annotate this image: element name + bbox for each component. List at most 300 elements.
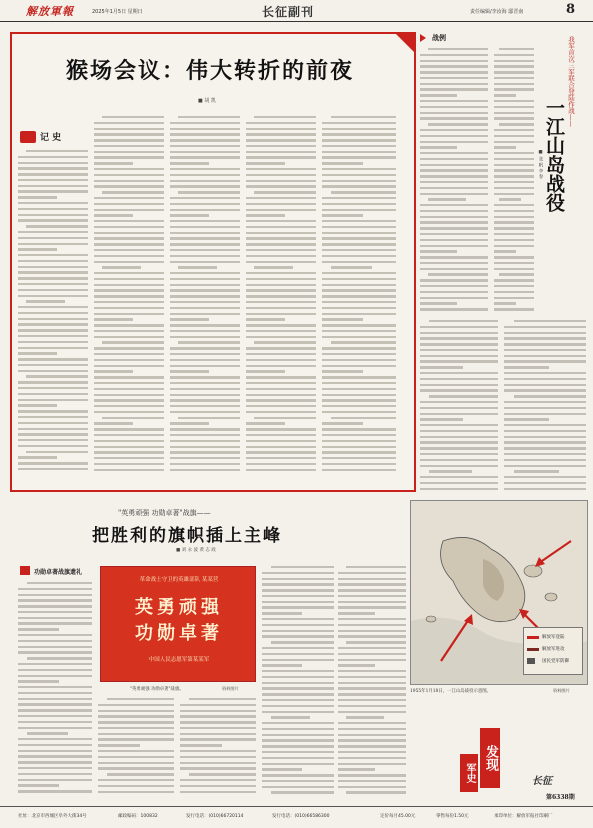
text-line (322, 255, 396, 257)
text-line (170, 469, 240, 471)
text-line (246, 353, 316, 355)
text-line (94, 457, 164, 459)
text-line (420, 135, 488, 137)
text-line (262, 606, 334, 608)
text-line (322, 284, 396, 286)
text-line (18, 779, 92, 781)
masthead-logo: 解放軍報 (26, 5, 74, 18)
text-line (178, 116, 240, 118)
text-line (94, 359, 164, 361)
text-line (338, 595, 406, 597)
text-line (18, 358, 88, 360)
text-line (338, 768, 375, 770)
text-line (94, 122, 164, 124)
text-line (178, 191, 240, 193)
text-line (180, 704, 256, 706)
text-line (322, 307, 396, 309)
text-line (338, 583, 406, 585)
text-line (27, 732, 68, 734)
text-line (94, 249, 164, 251)
text-line (262, 705, 334, 707)
text-line (494, 135, 534, 137)
text-line (180, 738, 256, 740)
text-line (262, 711, 334, 713)
text-line (514, 395, 586, 397)
text-line (338, 705, 406, 707)
footer-phone1: 发行电话：(010)66720114 (186, 814, 244, 819)
text-line (180, 750, 256, 752)
footer-dist: 定价每月45.00元 (380, 814, 416, 819)
text-line (322, 394, 396, 396)
text-line (262, 728, 334, 730)
text-line (170, 370, 209, 372)
text-line (18, 277, 88, 279)
text-line (180, 721, 256, 723)
text-line (94, 133, 164, 135)
text-line (338, 739, 406, 741)
text-line (504, 459, 586, 461)
text-line (420, 447, 498, 449)
text-line (322, 422, 363, 424)
text-line (94, 226, 164, 228)
text-line (494, 106, 534, 108)
text-line (504, 366, 549, 368)
text-line (18, 617, 92, 619)
text-line (338, 630, 406, 632)
flag-credit: 资料图片 (222, 686, 239, 691)
text-line (246, 394, 316, 396)
text-line (94, 261, 164, 263)
text-line (322, 209, 396, 211)
text-line (262, 682, 334, 684)
text-line (18, 462, 88, 464)
masthead-editors: 责任编辑/李汝海 邸晋南 (470, 9, 524, 15)
lower-column-3 (180, 698, 256, 800)
text-line (98, 721, 174, 723)
text-line (246, 278, 316, 280)
text-line (514, 470, 559, 472)
text-line (246, 411, 316, 413)
text-line (18, 439, 88, 441)
text-line (246, 255, 316, 257)
footer-zip: 邮政编码：100832 (118, 814, 158, 819)
text-line (271, 791, 334, 793)
text-line (18, 428, 88, 430)
text-line (94, 382, 164, 384)
text-line (180, 767, 256, 769)
text-line (246, 156, 316, 158)
text-line (254, 116, 316, 118)
text-line (420, 175, 488, 177)
text-line (94, 168, 164, 170)
text-line (338, 751, 406, 753)
text-line (338, 653, 406, 655)
text-line (94, 428, 164, 430)
text-line (170, 440, 240, 442)
text-line (322, 359, 396, 361)
text-line (170, 133, 240, 135)
text-line (18, 404, 57, 406)
text-line (338, 734, 406, 736)
text-line (246, 249, 316, 251)
text-line (494, 83, 534, 85)
text-line (254, 191, 316, 193)
text-line (420, 436, 498, 438)
text-line (170, 428, 240, 430)
text-line (246, 446, 316, 448)
text-line (18, 162, 88, 164)
text-line (94, 185, 164, 187)
battle-column-4 (504, 320, 586, 496)
text-line (170, 411, 240, 413)
text-line (18, 738, 92, 740)
text-line (494, 239, 534, 241)
text-line (180, 785, 256, 787)
text-line (420, 146, 457, 148)
text-line (322, 428, 396, 430)
text-line (494, 216, 534, 218)
text-line (494, 152, 534, 154)
text-line (94, 365, 164, 367)
text-line (246, 359, 316, 361)
text-line (420, 389, 498, 391)
text-line (170, 226, 240, 228)
text-line (94, 220, 164, 222)
text-line (420, 349, 498, 351)
text-line (338, 606, 406, 608)
legend-item (527, 631, 579, 643)
text-line (420, 221, 488, 223)
text-line (494, 279, 534, 281)
text-line (420, 233, 488, 235)
text-line (504, 453, 586, 455)
text-line (494, 308, 534, 310)
text-line (322, 232, 396, 234)
text-line (346, 641, 406, 643)
text-line (18, 628, 59, 630)
corner-decoration (394, 32, 416, 54)
text-line (18, 761, 92, 763)
text-line (338, 711, 406, 713)
text-line (331, 191, 396, 193)
text-line (170, 353, 240, 355)
text-line (420, 77, 488, 79)
text-line (94, 197, 164, 199)
feature-column-1 (18, 150, 88, 480)
battle-tag-icon (420, 34, 426, 42)
text-line (262, 601, 334, 603)
text-line (420, 279, 488, 281)
text-line (102, 116, 164, 118)
text-line (18, 214, 88, 216)
text-line (18, 588, 92, 590)
text-line (18, 364, 88, 366)
text-line (322, 463, 396, 465)
text-line (420, 106, 488, 108)
text-line (170, 457, 240, 459)
text-line (504, 372, 586, 374)
text-line (420, 326, 498, 328)
text-line (322, 214, 363, 216)
flag-bottom-text: 中国人民志愿军第某某军 (148, 657, 210, 663)
text-line (262, 722, 334, 724)
text-line (18, 254, 88, 256)
text-line (170, 382, 240, 384)
text-line (170, 278, 240, 280)
text-line (322, 237, 396, 239)
text-line (420, 83, 488, 85)
text-line (94, 128, 164, 130)
text-line (94, 376, 164, 378)
text-line (322, 336, 396, 338)
text-line (420, 401, 498, 403)
text-line (262, 618, 334, 620)
text-line (94, 232, 164, 234)
text-line (98, 710, 174, 712)
text-line (246, 145, 316, 147)
text-line (18, 703, 92, 705)
text-line (170, 214, 209, 216)
text-line (494, 146, 516, 148)
text-line (18, 335, 88, 337)
text-line (18, 755, 92, 757)
text-line (428, 273, 488, 275)
text-line (494, 175, 534, 177)
flag-caption: "英勇顽强 功勋卓著"战旗。 (130, 687, 184, 692)
text-line (494, 77, 534, 79)
text-line (504, 401, 586, 403)
text-line (504, 476, 586, 478)
text-line (102, 417, 164, 419)
battle-column-1 (420, 48, 488, 318)
text-line (170, 434, 240, 436)
text-line (170, 347, 240, 349)
text-line (170, 289, 240, 291)
text-line (322, 151, 396, 153)
text-line (178, 341, 240, 343)
text-line (246, 168, 316, 170)
feature-author: ■ 胡 凯 (198, 98, 216, 104)
masthead-date: 2025年1月5日 星期日 (92, 9, 143, 15)
text-line (18, 352, 57, 354)
text-line (98, 704, 174, 706)
text-line (102, 341, 164, 343)
text-line (170, 446, 240, 448)
text-line (18, 370, 88, 372)
text-line (338, 670, 406, 672)
text-line (170, 388, 240, 390)
text-line (262, 768, 302, 770)
text-line (94, 295, 164, 297)
text-line (18, 727, 92, 729)
text-line (26, 375, 88, 377)
text-line (420, 308, 488, 310)
text-line (170, 197, 240, 199)
text-line (18, 196, 57, 198)
text-line (331, 341, 396, 343)
text-line (420, 181, 488, 183)
text-line (18, 208, 88, 210)
text-line (18, 594, 92, 596)
text-line (246, 214, 285, 216)
text-line (494, 221, 534, 223)
footer-price: 零售每份1.50元 (436, 814, 469, 819)
text-line (18, 416, 88, 418)
text-line (322, 197, 396, 199)
text-line (170, 295, 240, 297)
text-line (504, 418, 549, 420)
text-line (322, 162, 363, 164)
text-line (18, 456, 57, 458)
text-line (338, 757, 406, 759)
text-line (338, 624, 406, 626)
text-line (504, 447, 586, 449)
text-line (494, 112, 534, 114)
text-line (170, 376, 240, 378)
text-line (499, 48, 534, 50)
text-line (94, 162, 133, 164)
text-line (494, 65, 534, 67)
lower-column-5 (338, 566, 406, 800)
text-line (94, 156, 164, 158)
text-line (420, 384, 498, 386)
text-line (338, 780, 406, 782)
text-line (322, 220, 396, 222)
text-line (18, 347, 88, 349)
text-line (262, 647, 334, 649)
text-line (170, 203, 240, 205)
text-line (338, 618, 406, 620)
text-line (504, 337, 586, 339)
flag-main-2: 功勋卓著 (135, 623, 223, 644)
text-line (262, 583, 334, 585)
text-line (170, 168, 240, 170)
legend-label: 解放军登陆 (542, 635, 565, 640)
text-line (170, 301, 240, 303)
text-line (322, 226, 396, 228)
text-line (322, 434, 396, 436)
text-line (322, 324, 396, 326)
text-line (262, 676, 334, 678)
text-line (170, 243, 240, 245)
text-line (262, 589, 334, 591)
column-badge (420, 718, 530, 800)
lower-column-2 (98, 698, 174, 800)
text-line (420, 158, 488, 160)
legend-label: 国民党军防御 (542, 659, 569, 664)
text-line (262, 757, 334, 759)
text-line (246, 162, 285, 164)
text-line (18, 715, 92, 717)
text-line (494, 268, 534, 270)
text-line (18, 784, 59, 786)
text-line (18, 767, 92, 769)
battle-flag-photo (100, 566, 256, 682)
text-line (170, 249, 240, 251)
text-line (322, 278, 396, 280)
text-line (18, 306, 88, 308)
masthead (0, 0, 593, 22)
text-line (27, 657, 92, 659)
text-line (18, 433, 88, 435)
feature-column-4 (246, 116, 316, 480)
text-line (262, 664, 302, 666)
text-line (98, 762, 174, 764)
text-line (170, 156, 240, 158)
text-line (178, 417, 240, 419)
text-line (170, 399, 240, 401)
text-line (271, 716, 311, 718)
text-line (322, 469, 396, 471)
text-line (18, 750, 92, 752)
legend-item (527, 643, 579, 655)
text-line (180, 756, 256, 758)
text-line (94, 174, 164, 176)
text-line (189, 773, 256, 775)
text-line (170, 174, 240, 176)
text-line (98, 756, 174, 758)
box-note-icon (20, 131, 36, 143)
text-line (18, 179, 88, 181)
text-line (246, 365, 316, 367)
text-line (504, 407, 586, 409)
text-line (504, 355, 586, 357)
text-line (420, 378, 498, 380)
text-line (170, 365, 240, 367)
text-line (180, 744, 222, 746)
text-line (246, 122, 316, 124)
text-line (107, 698, 174, 700)
text-line (420, 227, 488, 229)
text-line (189, 698, 256, 700)
text-line (18, 675, 92, 677)
text-line (94, 446, 164, 448)
text-line (246, 376, 316, 378)
map-legend (523, 627, 583, 675)
text-line (18, 680, 59, 682)
text-line (420, 476, 498, 478)
text-line (322, 145, 396, 147)
text-line (322, 243, 396, 245)
text-line (170, 307, 240, 309)
text-line (420, 164, 488, 166)
text-line (322, 457, 396, 459)
text-line (246, 428, 316, 430)
text-line (246, 399, 316, 401)
text-line (494, 141, 534, 143)
legend-arrow-icon (527, 648, 539, 651)
text-line (262, 687, 334, 689)
text-line (494, 94, 516, 96)
text-line (246, 336, 316, 338)
text-line (494, 71, 534, 73)
text-line (322, 405, 396, 407)
text-line (246, 463, 316, 465)
flag-main-1: 英勇顽强 (135, 597, 223, 618)
text-line (246, 226, 316, 228)
text-line (262, 745, 334, 747)
text-line (494, 302, 516, 304)
text-line (246, 469, 316, 471)
feature-title: 猴场会议：伟大转折的前夜 (65, 59, 354, 84)
text-line (170, 261, 240, 263)
text-line (420, 285, 488, 287)
sub-heading-icon (20, 566, 30, 575)
text-line (180, 779, 256, 781)
text-line (322, 122, 396, 124)
text-line (180, 762, 256, 764)
text-line (94, 336, 164, 338)
